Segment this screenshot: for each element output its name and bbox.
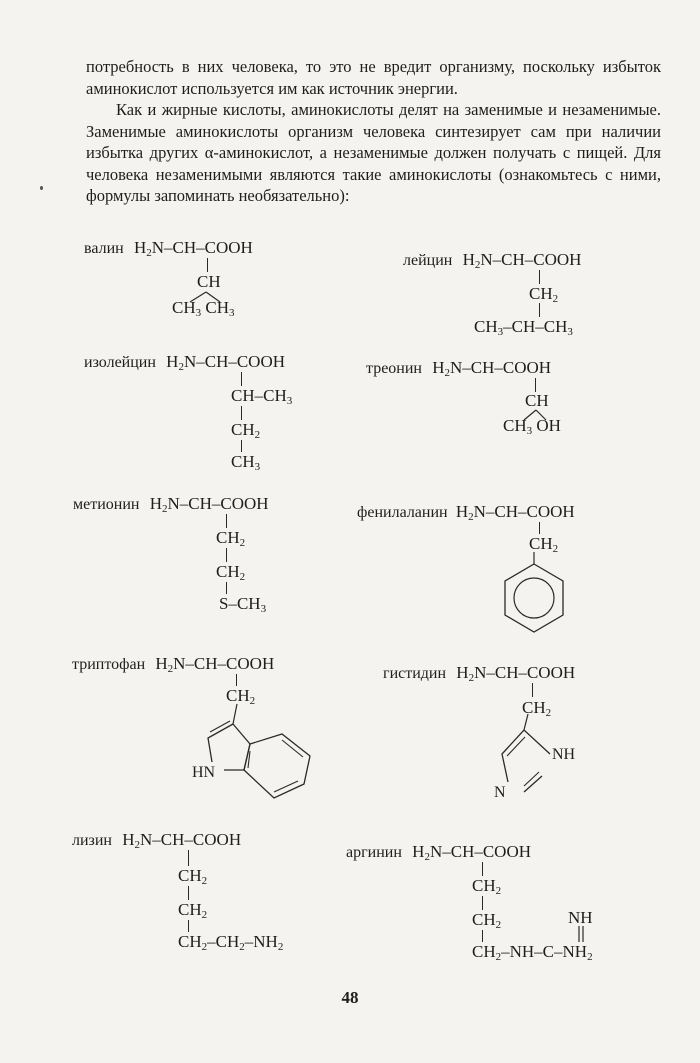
scan-speck [40,186,43,190]
indole-ring [190,704,330,804]
paragraph-1: потребность в них человека, то это не вредит организму, поскольку избыток аминокислот используется им как источник энергии. [86,57,661,98]
tryptophan-label: триптофан [72,656,146,673]
benzene-ring [494,552,574,642]
arginine-label: аргинин [346,844,402,861]
threonine-label: треонин [366,360,422,377]
threonine-formula: треонин $H_2N-CH$–COOH [366,358,552,379]
valine-label: валин [84,240,124,257]
tryptophan-nh: HN [192,764,216,781]
phenylalanine-formula: фенилаланин $H_2N-CH$–COOH [357,502,575,523]
histidine-nh: NH [552,746,576,763]
lysine-formula: лизин $H_2N-CH$–COOH [72,830,242,851]
lysine-label: лизин [72,832,112,849]
tryptophan-formula: триптофан $H_2N-CH$–COOH [72,654,275,675]
methionine-formula: метионин $H_2N-CH$–COOH [73,494,269,515]
phenylalanine-label: фенилаланин [357,504,448,521]
histidine-label: гистидин [383,665,447,682]
page-number: 48 [341,988,359,1007]
histidine-formula: гистидин $H_2N-CH$–COOH [383,663,576,684]
leucine-formula: лейцин $H_2N-CH$–COOH [403,250,582,271]
leucine-label: лейцин [403,252,453,269]
body-text [86,56,661,207]
isoleucine-formula: изолейцин $H_2N-CH$–COOH [84,352,286,373]
arginine-formula: аргинин $H_2N-CH$–COOH [346,842,532,863]
isoleucine-label: изолейцин [84,354,156,371]
methionine-label: метионин [73,496,140,513]
paragraph-2: Как и жирные кислоты, аминокислоты делят на заменимые и незаменимые. Заменимые аминокислоты организм человека синтезирует сам при наличии избытка других α-аминокислот, а незаменимые должен получать с пищей. Для человека незаменимыми являются такие аминокислоты (ознакомьтесь с ними, формулы запоминать необязательно): [86,100,661,205]
valine-formula: валин $H_2N-CH$–COOH [84,238,253,259]
histidine-n: N [494,784,506,801]
